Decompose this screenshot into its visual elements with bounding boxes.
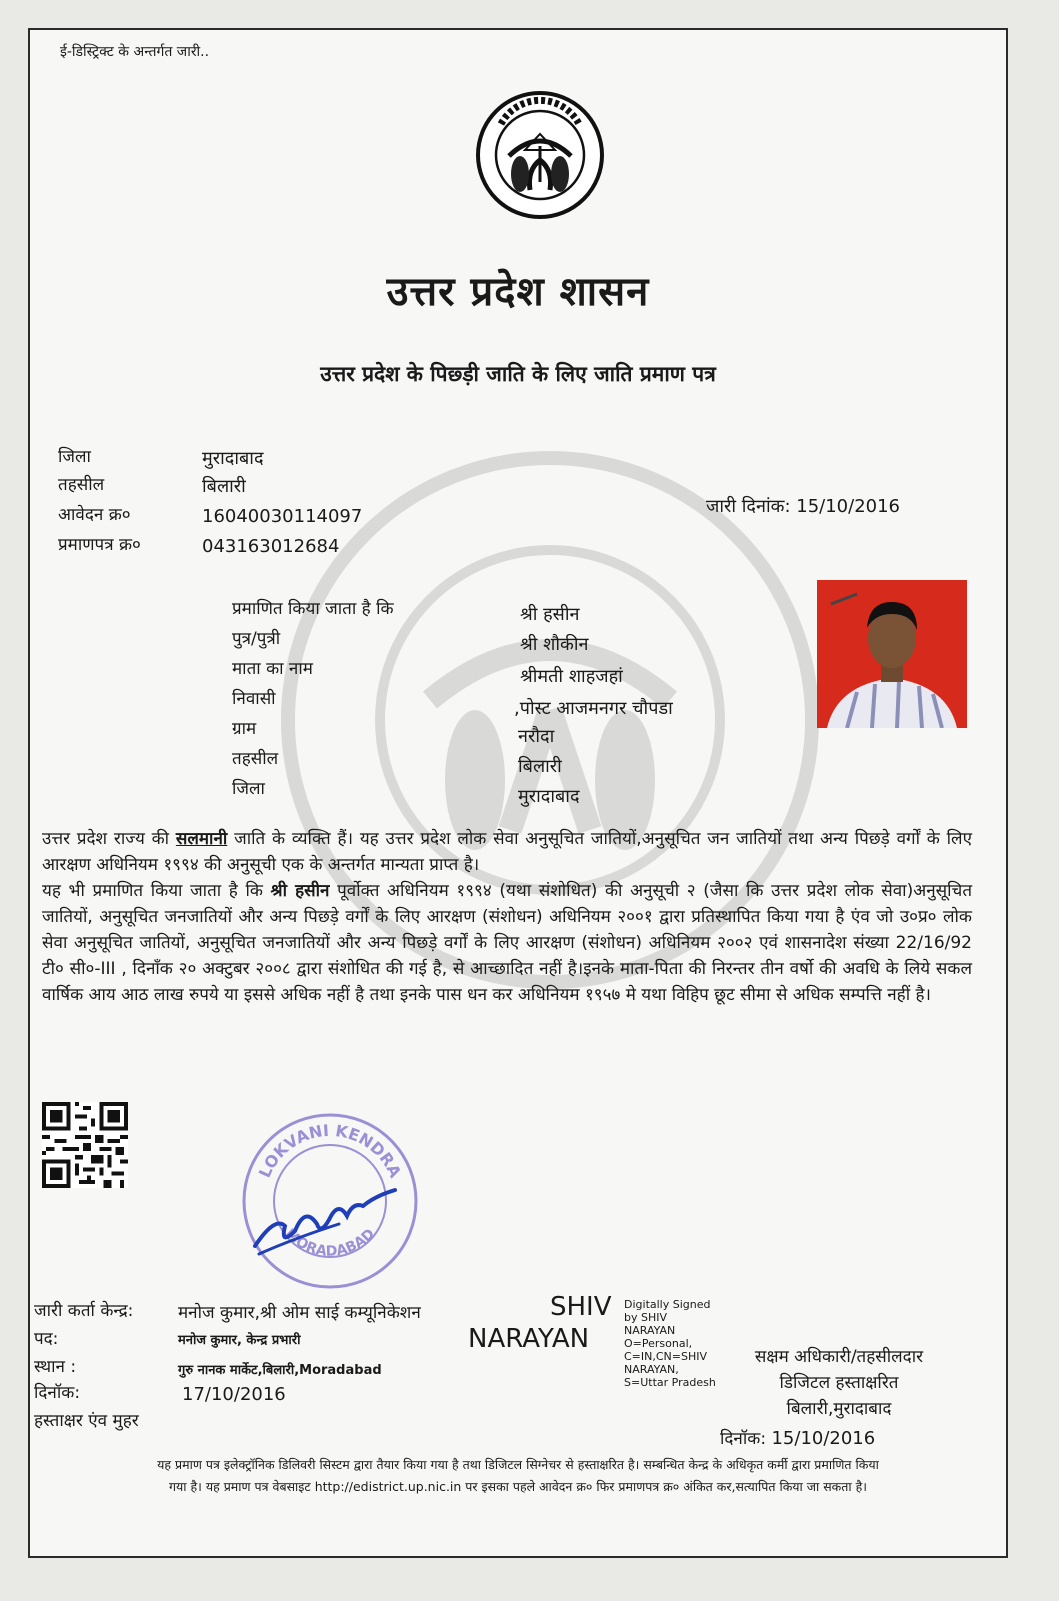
footer-note xyxy=(30,1454,1006,1498)
place-value: गुरु नानक मार्केट,बिलारी,Moradabad xyxy=(178,1363,382,1378)
qr-code-icon xyxy=(42,1102,128,1188)
village-label: ग्राम xyxy=(232,719,257,739)
certificate-title: उत्तर प्रदेश के पिछ्ड़ी जाति के लिए जाति प्रमाण पत्र xyxy=(320,362,716,386)
signature-detail-line: by SHIV xyxy=(624,1311,668,1324)
mother-name: श्रीमती शाहजहां xyxy=(520,666,623,687)
digital-signature-details xyxy=(624,1298,716,1389)
post-label: पद: xyxy=(34,1329,59,1349)
certificate-body xyxy=(42,826,972,1008)
government-title: उत्तर प्रदेश शासन xyxy=(386,269,650,315)
parent-label: पुत्र/पुत्री xyxy=(232,629,281,649)
caste-name: सलमानी xyxy=(175,829,228,849)
svg-text:LOKVANI KENDRA: LOKVANI KENDRA xyxy=(254,1120,406,1181)
authority-date-label: दिनॉक: xyxy=(720,1429,767,1449)
signature-detail-line: C=IN,CN=SHIV xyxy=(624,1350,708,1363)
post-value: मनोज कुमार, केन्द्र प्रभारी xyxy=(178,1333,301,1348)
application-no-value: 16040030114097 xyxy=(202,506,363,527)
person-district-value: मुरादाबाद xyxy=(518,786,580,807)
header-note: ई-डिस्ट्रिक्ट के अन्तर्गत जारी.. xyxy=(60,44,210,60)
tehsil-label: तहसील xyxy=(58,475,105,495)
body-text: यह भी प्रमाणित किया जाता है कि xyxy=(42,881,271,901)
certificate-sheet xyxy=(28,28,1008,1558)
body-text: जाति के व्यक्ति हैं। यह उत्तर प्रदेश लोक सेवा अनुसूचित जातियों,अनुसूचित जन जातियों तथा अन्य पिछड़े वर्गों के लिए आरक्षण अधिनियम १९९४ की अनुसूची एक के अन्तर्गत मान्यता प्राप्त है। xyxy=(42,829,972,875)
application-no-label: आवेदन क्र० xyxy=(58,505,131,525)
body-text: पूर्वोक्त अधिनियम १९९४ (यथा संशोधित) की अनुसूची २ (जैसा कि उत्तर प्रदेश लोक सेवा)अनुसूचित जातियों, अनुसूचित जनजातियों और अन्य पिछड़े वर्गों के लिए आरक्षण (संशोधन) अधिनियम २००१ द्वारा प्रतिस्थापित किया गया है एंव जो उ०प्र० लोक सेवा अनुसूचित जातियों, अनुसूचित जनजातियों और अन्य पिछड़े वर्गों के लिए आरक्षण (संशोधन) अधिनियम २००२ एवं शासनादेश संख्या 22/16/92 टी० सी०-III , दिनाँक २० अक्टुबर २००८ द्वारा संशोधित की गई है, से आच्छादित नहीं है।इनके माता-पिता की निरन्तर तीन वर्षो की अवधि के लिये सकल वार्षिक आय आठ लाख रुपये या इससे अधिक नहीं है तथा इनके पास धन कर अधिनियम १९५७ मे यथा विहिप छूट सीमा से अधिक सम्पत्ति नहीं है। xyxy=(42,881,973,1005)
resident-value: ,पोस्ट आजमनगर चौपडा xyxy=(514,698,673,719)
issuing-center-value: मनोज कुमार,श्री ओम साई कम्यूनिकेशन xyxy=(178,1303,421,1323)
authority-date xyxy=(720,1426,875,1449)
applicant-name-inline: श्री हसीन xyxy=(270,881,330,901)
issuer-date-label: दिनॉक: xyxy=(34,1383,81,1403)
signature-detail-line: S=Uttar Pradesh xyxy=(624,1376,716,1389)
certificate-no-value: 043163012684 xyxy=(202,536,340,557)
issuing-center-label: जारी कर्ता केन्द्र: xyxy=(34,1301,134,1321)
digital-signer-line2: NARAYAN xyxy=(468,1324,590,1354)
authority-block xyxy=(724,1344,954,1422)
tehsil-value: बिलारी xyxy=(202,476,246,497)
body-text: उत्तर प्रदेश राज्य की xyxy=(42,829,176,849)
village-value: नरौदा xyxy=(518,726,555,747)
signature-detail-line: NARAYAN, xyxy=(624,1363,679,1376)
certify-label: प्रमाणित किया जाता है कि xyxy=(232,599,394,619)
authority-location: बिलारी,मुरादाबाद xyxy=(786,1399,892,1419)
issue-date-value: 15/10/2016 xyxy=(796,496,901,517)
authority-date-value: 15/10/2016 xyxy=(771,1428,876,1449)
place-label: स्थान : xyxy=(34,1357,77,1377)
father-name: श्री शौकीन xyxy=(520,634,589,655)
footer-note-line1: यह प्रमाण पत्र इलेक्ट्रॉनिक डिलिवरी सिस्टम द्वारा तैयार किया गया है तथा डिजिटल सिग्नेचर से हस्ताक्षरित है। सम्बन्धित केन्द्र के अधिकृत कर्मी द्वारा प्रमाणित किया xyxy=(157,1457,879,1472)
authority-digital-signed: डिजिटल हस्ताक्षरित xyxy=(779,1373,899,1393)
mother-label: माता का नाम xyxy=(232,659,313,679)
issuer-date-value: 17/10/2016 xyxy=(182,1384,286,1405)
district-value: मुरादाबाद xyxy=(202,448,264,469)
svg-text:MORADABAD: MORADABAD xyxy=(281,1225,379,1260)
signature-detail-line: O=Personal, xyxy=(624,1337,693,1350)
person-tehsil-value: बिलारी xyxy=(518,756,562,777)
authority-title: सक्षम अधिकारी/तहसीलदार xyxy=(754,1347,924,1367)
person-tehsil-label: तहसील xyxy=(232,749,279,769)
issue-date-label: जारी दिनांक: xyxy=(706,496,791,517)
signature-detail-line: NARAYAN xyxy=(624,1324,676,1337)
up-govt-emblem-icon xyxy=(475,90,605,220)
issue-date xyxy=(706,494,900,518)
district-label: जिला xyxy=(58,447,91,467)
signature-detail-line: Digitally Signed xyxy=(624,1298,711,1311)
signature-seal-label: हस्ताक्षर एंव मुहर xyxy=(34,1411,139,1431)
applicant-photo xyxy=(817,580,967,728)
resident-label: निवासी xyxy=(232,689,276,709)
lokvani-kendra-stamp-icon xyxy=(235,1106,425,1296)
applicant-name: श्री हसीन xyxy=(520,604,580,625)
certificate-no-label: प्रमाणपत्र क्र० xyxy=(58,535,141,555)
person-district-label: जिला xyxy=(232,779,265,799)
footer-note-line2: गया है। यह प्रमाण पत्र वेबसाइट http://edistrict.up.nic.in पर इसका पहले आवेदन क्र० फिर प्रमाणपत्र क्र० अंकित कर,सत्यापित किया जा सकता है। xyxy=(168,1479,867,1494)
digital-signer-line1: SHIV xyxy=(550,1292,612,1322)
